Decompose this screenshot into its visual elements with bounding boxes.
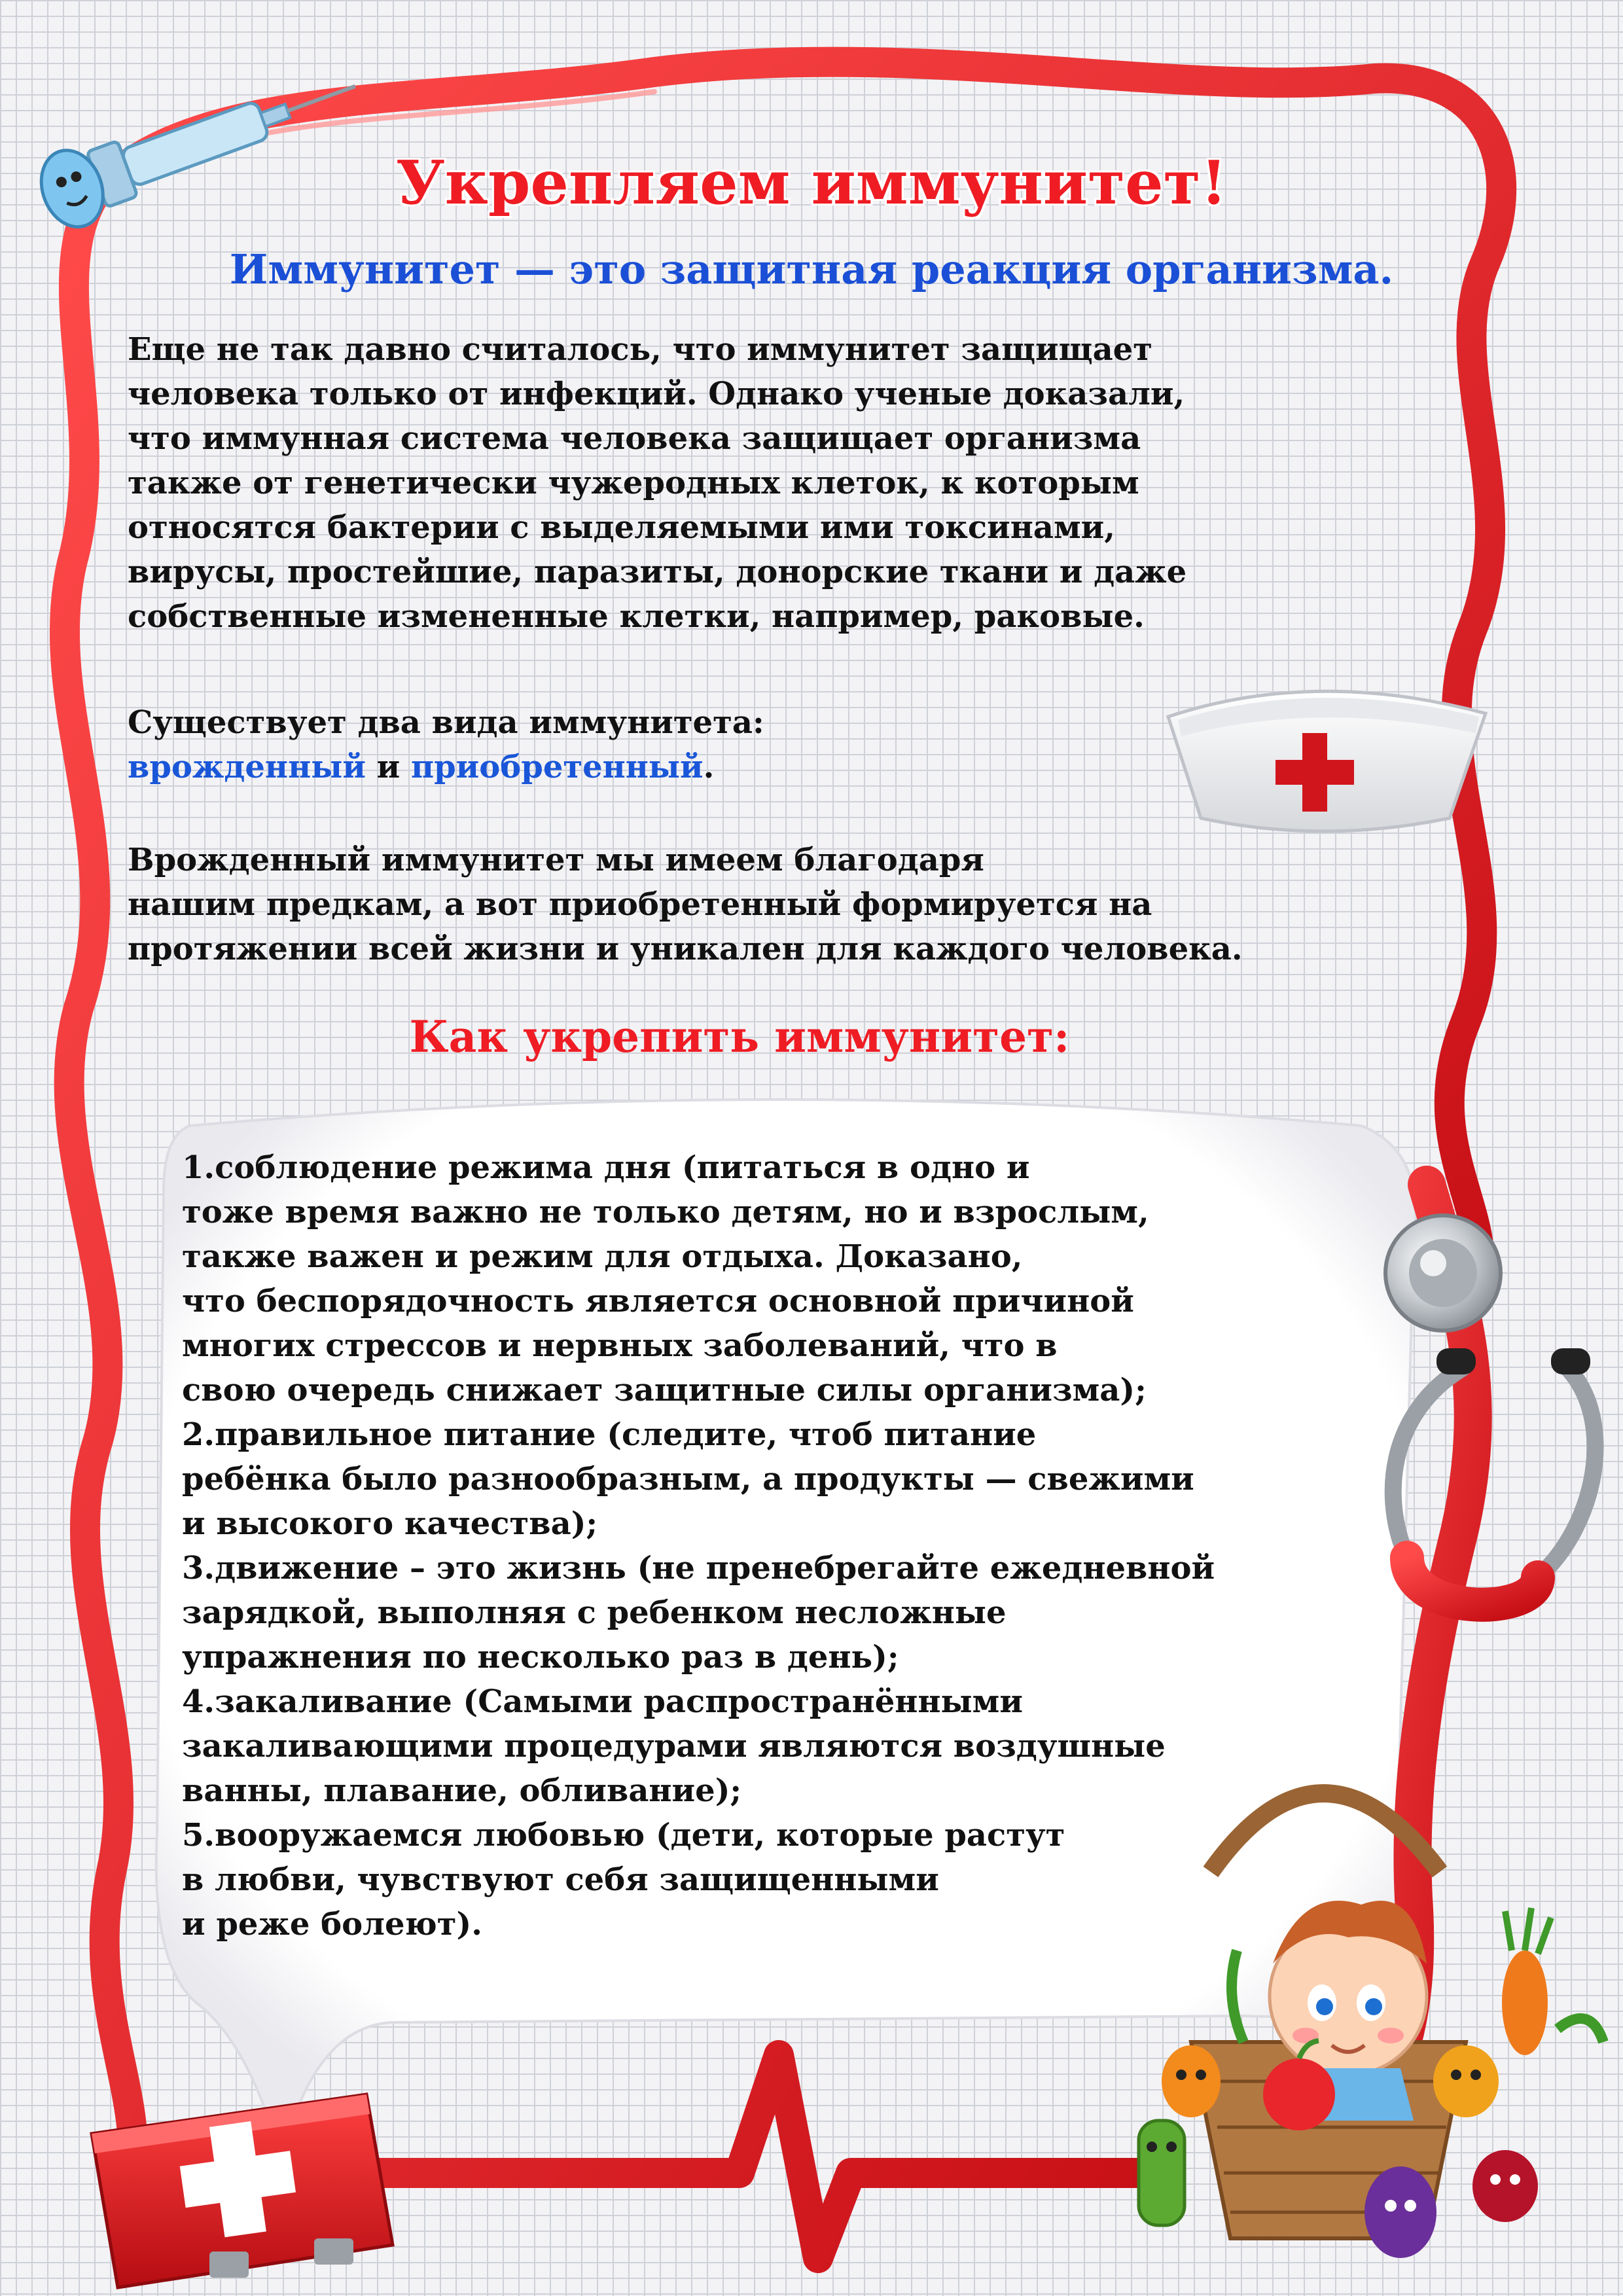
tip-line: 1.соблюдение режима дня (питаться в одно и bbox=[182, 1149, 1030, 1186]
tip-line: и реже болеют). bbox=[182, 1906, 482, 1943]
tip-line: многих стрессов и нервных заболеваний, что в bbox=[182, 1327, 1058, 1364]
types-period: . bbox=[703, 749, 715, 785]
intro-paragraph bbox=[128, 327, 1404, 639]
innate-line: нашим предкам, а вот приобретенный формируется на bbox=[128, 886, 1152, 923]
tip-line: закаливающими процедурами являются воздушные bbox=[182, 1728, 1166, 1765]
types-line-2 bbox=[128, 745, 1240, 789]
intro-line: Еще не так давно считалось, что иммунитет защищает bbox=[128, 331, 1152, 368]
tip-line: и высокого качества); bbox=[182, 1505, 598, 1542]
tip-line: тоже время важно не только детям, но и взрослым, bbox=[182, 1194, 1149, 1230]
page-title: Укрепляем иммунитет! bbox=[395, 147, 1228, 218]
types-line: Существует два вида иммунитета: bbox=[128, 704, 764, 741]
tips-list bbox=[182, 1145, 1393, 1946]
innate-line: протяжении всей жизни и уникален для каждого человека. bbox=[128, 931, 1243, 967]
tip-line: ванны, плавание, обливание); bbox=[182, 1772, 742, 1809]
intro-line: собственные измененные клетки, например, раковые. bbox=[128, 598, 1145, 635]
tip-line: 5.вооружаемся любовью (дети, которые растут bbox=[182, 1817, 1065, 1854]
tip-line: также важен и режим для отдыха. Доказано, bbox=[182, 1238, 1023, 1275]
immunity-types-paragraph bbox=[128, 700, 1240, 789]
innate-line: Врожденный иммунитет мы имеем благодаря bbox=[128, 842, 984, 878]
intro-line: относятся бактерии с выделяемыми ими токсинами, bbox=[128, 509, 1115, 546]
tip-line: ребёнка было разнообразным, а продукты — свежими bbox=[182, 1461, 1194, 1498]
tip-line: свою очередь снижает защитные силы организма); bbox=[182, 1372, 1147, 1408]
intro-line: что иммунная система человека защищает организма bbox=[128, 420, 1141, 457]
tip-line: упражнения по несколько раз в день); bbox=[182, 1639, 899, 1676]
types-conjunction: и bbox=[365, 749, 411, 785]
tip-line: в любви, чувствуют себя защищенными bbox=[182, 1861, 939, 1898]
tip-line: 3.движение – это жизнь (не пренебрегайте ежедневной bbox=[182, 1550, 1215, 1587]
intro-line: человека только от инфекций. Однако ученые доказали, bbox=[128, 376, 1185, 412]
tip-line: 4.закаливание (Самыми распространёнными bbox=[182, 1683, 1023, 1720]
tip-line: зарядкой, выполняя с ребенком несложные bbox=[182, 1594, 1007, 1631]
howto-heading: Как укрепить иммунитет: bbox=[409, 1011, 1070, 1062]
tip-line: что беспорядочность является основной причиной bbox=[182, 1283, 1134, 1319]
acquired-immunity-term: приобретенный bbox=[410, 749, 704, 785]
tip-line: 2.правильное питание (следите, чтоб питание bbox=[182, 1416, 1037, 1453]
intro-line: вирусы, простейшие, паразиты, донорские ткани и даже bbox=[128, 554, 1187, 590]
intro-line: также от генетически чужеродных клеток, к которым bbox=[128, 465, 1139, 501]
innate-immunity-term: врожденный bbox=[128, 749, 366, 785]
page-subtitle: Иммунитет — это защитная реакция организма. bbox=[229, 245, 1394, 293]
innate-immunity-paragraph bbox=[128, 838, 1469, 971]
